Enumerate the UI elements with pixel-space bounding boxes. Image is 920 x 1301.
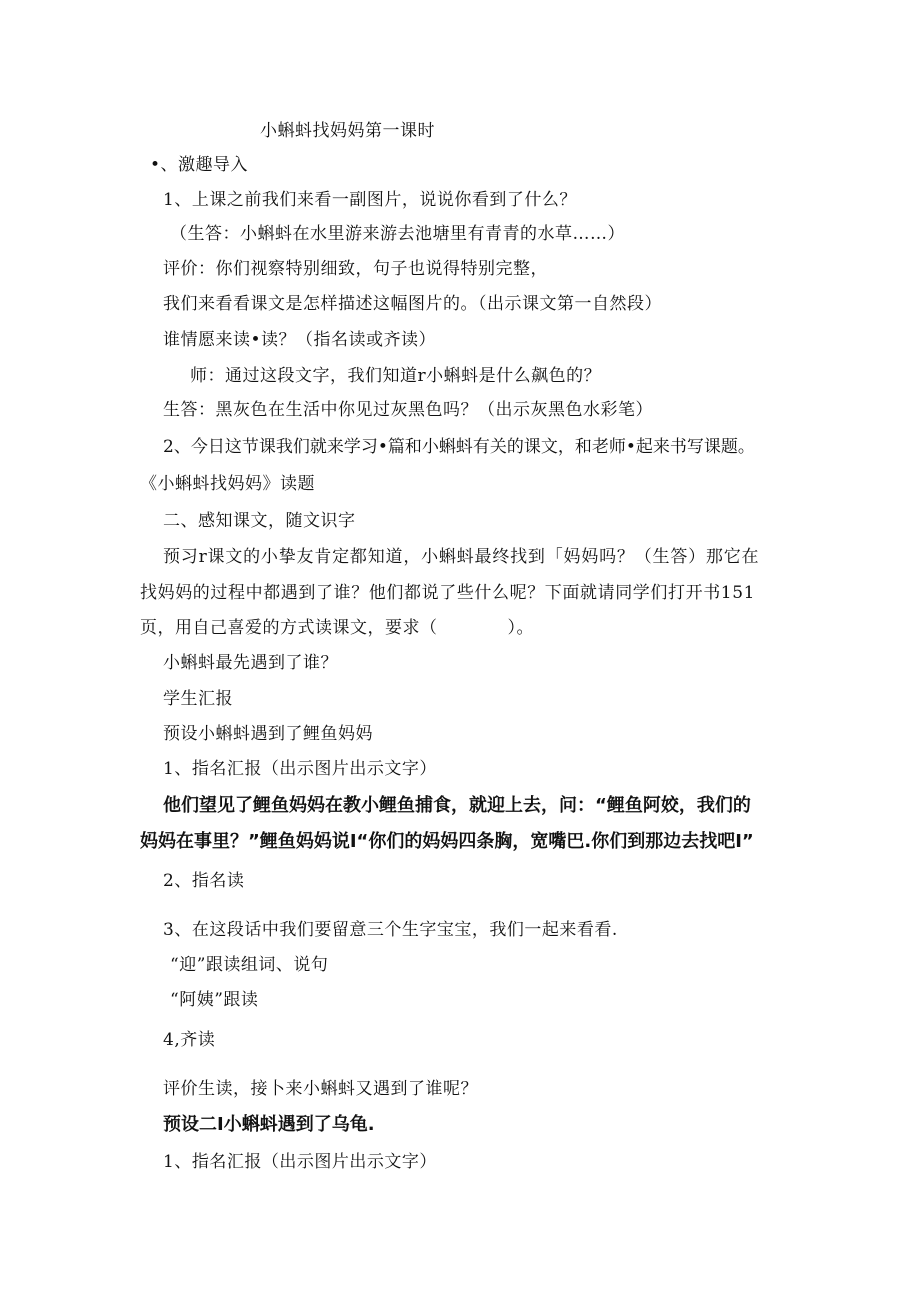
paragraph-line: 找妈妈的过程中都遇到了谁？他们都说了些什么呢？下面就请同学们打开书151: [140, 583, 756, 603]
text-line: （生答：小蝌蚪在水里游来游去池塘里有青青的水草……）: [170, 224, 625, 244]
quote-line: 妈妈在事里？”鲤鱼妈妈说I“你们的妈妈四条胸，宽嘴巴.你们到那边去找吧I”: [140, 831, 754, 852]
quote-line: 他们望见了鲤鱼妈妈在教小鲤鱼捕食，就迎上去，问：“鲤鱼阿姣，我们的: [163, 795, 751, 816]
section-heading-reading: 二、感知课文，随文识字: [163, 511, 356, 531]
section-heading-intro: •、激趣导入: [150, 155, 249, 175]
paragraph-line: 预习r课文的小挚友肯定都知道，小蝌蚪最终找到「妈妈吗？（生答）那它在: [163, 547, 760, 567]
paragraph-line: 页，用自己喜爱的方式读课文，要求（ ）。: [140, 618, 534, 638]
text-line: “阿姨”跟读: [170, 990, 259, 1010]
text-line: 评价生读，接卜来小蝌蚪又遇到了谁呢？: [163, 1079, 478, 1099]
text-line: 小蝌蚪最先遇到了谁？: [163, 653, 338, 673]
text-line: 师：通过这段文字，我们知道r小蝌蚪是什么飙色的？: [190, 366, 602, 386]
text-line: “迎”跟读组词、说句: [170, 955, 329, 975]
text-line: 谁情愿来读•读？（指名读或齐读）: [163, 330, 437, 350]
text-line: 1、指名汇报（出示图片出示文字）: [163, 1152, 437, 1172]
bold-line: 预设二I小蝌蚪遇到了乌龟.: [163, 1114, 375, 1135]
text-line: 《小蝌蚪找妈妈》读题: [140, 474, 315, 494]
text-line: 我们来看看课文是怎样描述这幅图片的。（出示课文第一自然段）: [163, 294, 662, 314]
text-line: 生答：黑灰色在生活中你见过灰黑色吗？（出示灰黑色水彩笔）: [163, 400, 653, 420]
text-line: 学生汇报: [163, 689, 233, 709]
text-line: 评价：你们视察特别细致，句子也说得特别完整，: [163, 259, 548, 279]
text-line: 1、指名汇报（出示图片出示文字）: [163, 759, 437, 779]
text-line: 2、今日这节课我们就来学习•篇和小蝌蚪有关的课文，和老师•起来书写课题。: [163, 437, 755, 457]
text-line: 4,齐读: [163, 1030, 216, 1050]
text-line: 2、指名读: [163, 871, 245, 891]
text-line: 1、上课之前我们来看一副图片，说说你看到了什么？: [163, 190, 577, 210]
text-line: 预设小蝌蚪遇到了鲤鱼妈妈: [163, 724, 373, 744]
document-title: 小蝌蚪找妈妈第一课时: [260, 121, 435, 141]
text-line: 3、在这段话中我们要留意三个生字宝宝，我们一起来看看.: [163, 920, 618, 940]
